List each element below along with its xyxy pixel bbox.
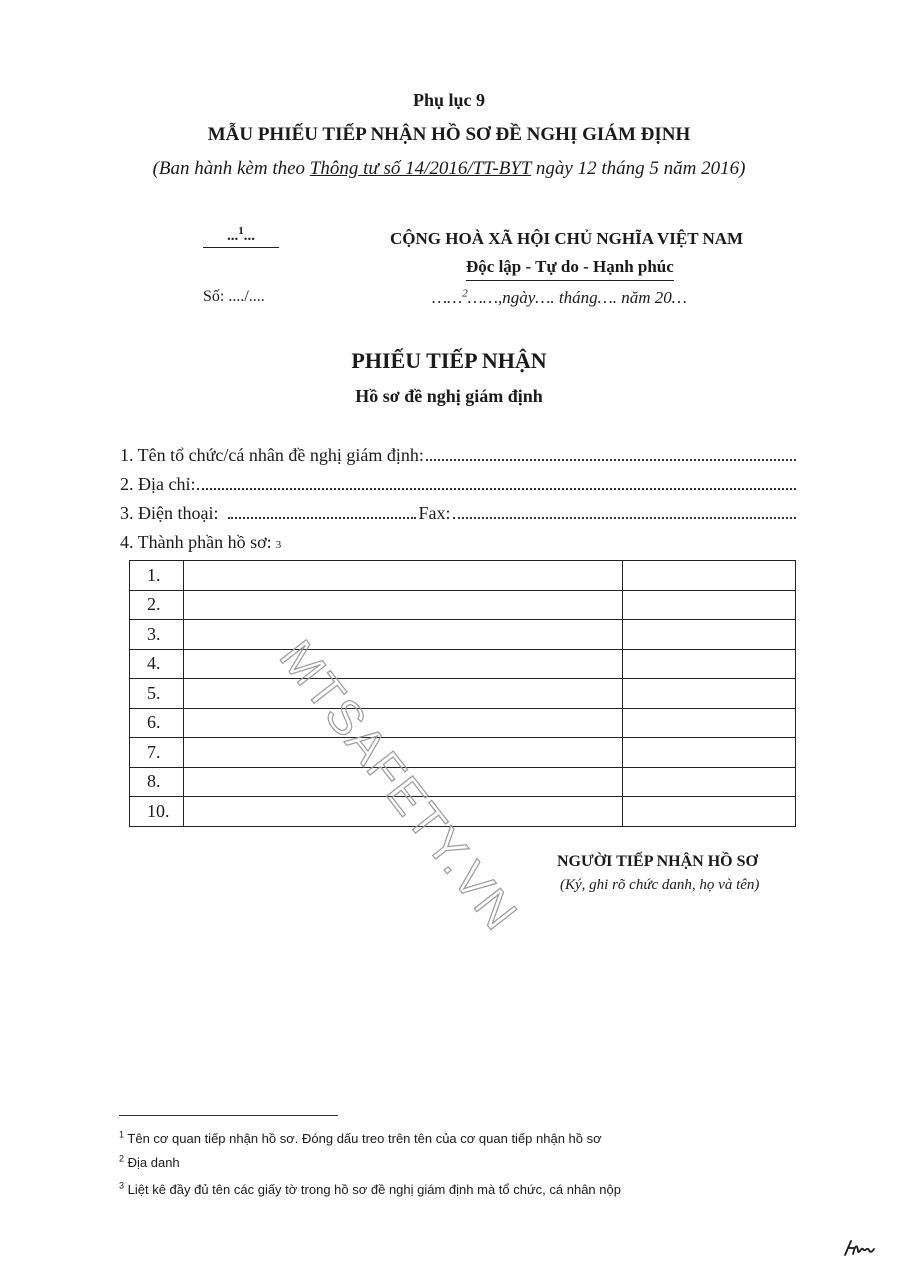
date-text: ……,ngày…. tháng…. năm 20… [467,288,687,307]
document-name-cell[interactable] [183,708,622,738]
national-title: CỘNG HOÀ XÃ HỘI CHỦ NGHĨA VIỆT NAM [390,229,744,248]
document-note-cell[interactable] [622,738,795,768]
issued-prefix: (Ban hành kèm theo [152,158,310,179]
row-number: 1. [130,561,184,591]
initials-signature [842,1237,876,1261]
table-row [130,708,796,738]
national-motto: Độc lập - Tự do - Hạnh phúc [466,257,674,281]
footnote-1-mark: 1 [119,1129,125,1140]
footnote-3 [119,1182,621,1197]
components-field: 4. Thành phần hồ sơ: 3 [120,532,282,552]
document-note-cell[interactable] [622,590,795,620]
row-number: 2. [130,590,184,620]
document-note-cell[interactable] [622,767,795,797]
footnote-2-text: Địa danh [124,1155,180,1170]
row-number: 5. [130,679,184,709]
table-row [130,797,796,827]
table-row [130,561,796,591]
table-row [130,590,796,620]
receiver-note: (Ký, ghi rõ chức danh, họ và tên) [560,877,760,893]
receipt-title: PHIẾU TIẾP NHẬN [351,348,547,373]
issued-suffix: ngày 12 tháng 5 năm 2016) [531,158,746,179]
document-note-cell[interactable] [622,561,795,591]
applicant-field [120,445,798,471]
applicant-label: 1. Tên tổ chức/cá nhân đề nghị giám định: [120,445,424,465]
document-note-cell[interactable] [622,679,795,709]
footnote-1 [119,1131,602,1146]
documents-table [129,560,796,827]
address-field [120,474,798,500]
table-row [130,738,796,768]
place-dots: …… [432,288,463,307]
table-row [130,620,796,650]
place-date-line [432,288,687,308]
org-dots-end: ... [243,228,255,244]
appendix-label: Phụ lục 9 [412,90,486,110]
table-row [130,679,796,709]
phone-fill-line[interactable] [228,503,416,519]
organization-name-placeholder [203,225,279,248]
document-name-cell[interactable] [183,649,622,679]
footnote-1-text: Tên cơ quan tiếp nhận hồ sơ. Đóng dấu treo trên tên của cơ quan tiếp nhận hồ sơ [124,1131,602,1146]
document-note-cell[interactable] [622,797,795,827]
table-row [130,649,796,679]
table-row [130,767,796,797]
org-dots: ... [227,228,239,244]
document-name-cell[interactable] [183,561,622,591]
document-number: Số: ..../.... [203,288,265,305]
phone-label: 3. Điện thoại: [120,503,219,523]
footnote-divider [119,1115,338,1116]
phone-fax-field [120,503,798,529]
receipt-subtitle: Hồ sơ đề nghị giám định [355,386,543,406]
footnote-3-mark: 3 [119,1180,125,1191]
footnote-marker-2: 2 [462,287,468,300]
fax-label: Fax: [418,503,451,523]
row-number: 8. [130,767,184,797]
row-number: 6. [130,708,184,738]
row-number: 4. [130,649,184,679]
form-title: MẪU PHIẾU TIẾP NHẬN HỒ SƠ ĐỀ NGHỊ GIÁM ĐỊNH [207,124,691,145]
footnote-marker-1: 1 [238,225,244,237]
row-number: 3. [130,620,184,650]
footnote-2-mark: 2 [119,1153,125,1164]
address-label: 2. Địa chỉ: [120,474,196,494]
row-number: 10. [130,797,184,827]
watermark: MTSAFETY.VN [269,631,528,942]
footnote-3-text: Liệt kê đầy đủ tên các giấy tờ trong hồ sơ đề nghị giám định mà tổ chức, cá nhân nộp [124,1182,621,1197]
circular-reference: Thông tư số 14/2016/TT-BYT [309,158,532,179]
components-label: 4. Thành phần hồ sơ: [120,532,272,552]
document-note-cell[interactable] [622,708,795,738]
issued-by-line [0,158,898,180]
fax-fill-line[interactable] [453,503,797,519]
address-fill-line[interactable] [197,474,796,490]
footnote-2 [119,1155,180,1170]
document-note-cell[interactable] [622,649,795,679]
document-name-cell[interactable] [183,620,622,650]
document-note-cell[interactable] [622,620,795,650]
applicant-fill-line[interactable] [426,445,796,461]
document-name-cell[interactable] [183,679,622,709]
receiver-title: NGƯỜI TIẾP NHẬN HỒ SƠ [557,853,758,870]
document-name-cell[interactable] [183,590,622,620]
row-number: 7. [130,738,184,768]
